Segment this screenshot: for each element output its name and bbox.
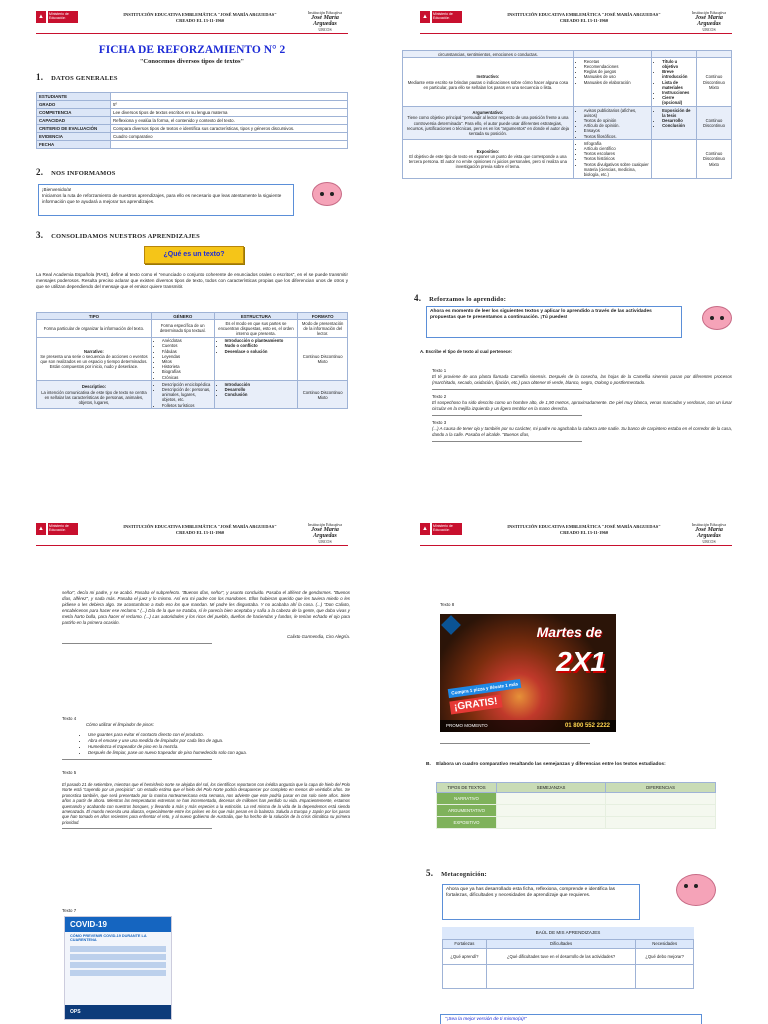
list-item: • Manuales de elaboración <box>584 80 649 85</box>
list-item: • Recomendaciones <box>584 64 649 69</box>
list-item: • Leyendas <box>162 354 212 359</box>
learning-chest-title: BAÚL DE MIS APRENDIZAJES <box>442 927 694 939</box>
text-body: (...) A causa de tener ojo y también por su carácter, mi padre no agachaba la cabeza ante nadie. Su banco de carpintero estaba en el corredor de la casa, dando a la calle. Pasaba el alcalde. "Buenos días, <box>432 426 732 437</box>
genre-cell-list <box>576 141 649 177</box>
text-type-cell <box>37 381 152 409</box>
field-label: EVIDENCIA <box>37 133 111 141</box>
text-7-label: Texto 7 <box>62 908 77 913</box>
text-type-cell <box>403 51 574 58</box>
table-row <box>403 58 732 107</box>
list-item: • Descripción enciclopédica <box>162 382 212 387</box>
text-definition: La Real Academia Española (RAE), define al texto como el "enunciado o conjunto coherente de enunciados orales o escritos", en el se puede transmitir mensajes poderosos. Resulta preciso aclarar que existen diversos tipos de texto, todos con características propias que los diferencian unos de otros y que se utilizan dependiendo del mensaje que el emisor quiere transmitir. <box>36 272 348 290</box>
text-4-steps <box>62 732 350 756</box>
section-heading: 2. NOS INFORMAMOS <box>36 167 116 177</box>
format-cell: Continuo Discontinuo Mixto <box>298 381 348 409</box>
page-header <box>0 0 384 36</box>
column-definition: Forma específica de un determinado tipo textual. <box>151 320 214 338</box>
page-2 <box>384 0 768 512</box>
text-5 <box>62 770 350 833</box>
text-type-description: Mediante este escrito se brindan pautas o indicaciones sobre cómo hacer alguna cosa en particular, para ello se señalan los pasos en una secuencia o lista. <box>407 79 569 90</box>
text-type-description: La intención comunicativa de este tipo de texto se centra en señalar las características de personas, animales, objetos, lugares, <box>41 389 147 405</box>
text-type-cell <box>403 58 574 107</box>
structure-cell-list <box>217 382 296 398</box>
differences-cell[interactable] <box>606 793 716 805</box>
list-item: • Nudo o conflicto <box>225 343 296 348</box>
column-header: ESTRUCTURA <box>214 313 298 320</box>
format-cell: Continuo Discontinuo Mixto <box>696 140 731 178</box>
list-item: • Breve introducción <box>662 69 694 79</box>
list-item: • Ensayos <box>584 128 649 133</box>
text-type-name: Descriptivo: <box>81 384 107 390</box>
text-type-name: Instructivo: <box>476 74 500 80</box>
ministry-logo: ▲ Ministerio de Educación <box>36 10 80 24</box>
text-label: Texto 1 <box>432 368 447 373</box>
ministry-logo: ▲ Ministerio de Educación <box>420 10 464 24</box>
header-divider <box>36 33 348 34</box>
column-header: Fortalezas <box>443 940 487 949</box>
text-type-name: Argumentativo: <box>472 110 504 116</box>
instruction-a: A. Escribe el tipo de texto al cual pertenece: <box>420 349 512 354</box>
worksheet-subtitle: "Conocemos diversos tipos de textos" <box>139 58 245 65</box>
text-body: El sospechoso ha sido descrito como un hombre alto, de 1,90 metros, aproximadamente. De piel muy blanca, venas marcadas y verdosas, con un lunar circular en la mejilla izquierda y un ligero temblor en la mano derecha. <box>432 400 732 411</box>
column-header: TIPO <box>37 313 152 320</box>
answer-line <box>62 759 212 760</box>
table-row <box>37 109 348 117</box>
genre-cell <box>573 140 651 178</box>
list-item: • Textos escolares <box>584 151 649 156</box>
table-row <box>37 93 348 101</box>
text-type-description: Tiene como objetivo principal "persuadir al lector respecto de una posición frente a una controversia determinada". Para ello, el autor puede usar diferentes estrategias, recursos, justificaciones o técnicas, pero es en los "argumentos" en donde el autor deja sentada su posición. <box>406 115 569 136</box>
reading-texts <box>432 368 732 446</box>
similarities-cell[interactable] <box>497 793 606 805</box>
text-types-table <box>36 312 348 409</box>
page-header <box>384 0 768 36</box>
table-row <box>37 101 348 109</box>
field-value: Compara diversos tipos de textos e identifica sus características, tipos y géneros discursivos. <box>111 125 348 133</box>
page-header <box>0 512 384 548</box>
list-item: • Textos divulgativos sobre cualquier materia (ciencias, medicina, biología, etc.) <box>584 162 649 178</box>
differences-cell[interactable] <box>606 817 716 829</box>
differences-cell[interactable] <box>606 805 716 817</box>
welcome-box <box>38 184 294 216</box>
text-types-table-continued <box>402 50 732 179</box>
school-name: INSTITUCIÓN EDUCATIVA EMBLEMÁTICA "JOSÉ MARÍA ARGUEDAS" CREADO EL 13-11-1960 <box>123 524 277 535</box>
table-row <box>37 320 348 338</box>
welcome-title: ¡Bienvenido/a! <box>42 187 72 192</box>
similarities-cell[interactable] <box>497 805 606 817</box>
text-type-description: circunstancias, sentimientos, emociones o conductas. <box>437 51 538 57</box>
instruction-step: • Después de limpiar, pase un nuevo trapeador de piso humedecido solo con agua. <box>88 750 350 756</box>
genre-cell <box>151 381 214 409</box>
format-cell: Continuo Discontinuo Mixto <box>298 337 348 381</box>
section-heading: 4. Reforzamos lo aprendido: <box>414 293 507 303</box>
brain-glasses-icon <box>676 874 716 906</box>
row-label: NARRATIVO <box>437 793 497 805</box>
ad-phone: 01 800 552 2222 <box>564 723 610 729</box>
table-row <box>37 125 348 133</box>
learning-chest-table <box>442 939 694 989</box>
reflection-question: ¿Qué debo mejorar? <box>636 949 694 965</box>
structure-cell-list <box>654 108 694 129</box>
table-row <box>37 337 348 381</box>
table-row <box>403 140 732 178</box>
ad-tag: PROMO MOMENTO <box>446 723 488 728</box>
text-8-label: Texto 8 <box>440 602 455 607</box>
school-name: INSTITUCIÓN EDUCATIVA EMBLEMÁTICA "JOSÉ MARÍA ARGUEDAS" CREADO EL 13-11-1960 <box>123 12 277 23</box>
list-item: • Reglas de juegos <box>584 69 649 74</box>
list-item: • Textos filosóficos. <box>584 134 649 139</box>
metacognition-box: Ahora que ya has desarrollado esta ficha, reflexiona, comprende e identifica las fortalezas, dificultades y necesidades de aprendizaje que requieres. <box>442 884 640 920</box>
section-heading: 5. Metacognición: <box>426 868 487 878</box>
school-name: INSTITUCIÓN EDUCATIVA EMBLEMÁTICA "JOSÉ MARÍA ARGUEDAS" CREADO EL 13-11-1960 <box>507 12 661 23</box>
text-5-label: Texto 5 <box>62 770 77 775</box>
field-value: Cuadro comparativo <box>111 133 348 141</box>
ministry-logo: ▲ Ministerio de Educación <box>36 522 80 536</box>
list-item: • Biografías <box>162 369 212 374</box>
table-row <box>37 381 348 409</box>
field-label: CAPACIDAD <box>37 117 111 125</box>
list-item: • Artículo científico <box>584 146 649 151</box>
school-name: INSTITUCIÓN EDUCATIVA EMBLEMÁTICA "JOSÉ MARÍA ARGUEDAS" CREADO EL 13-11-1960 <box>507 524 661 535</box>
school-motto: Institución Educativa José María Arguedas URCOS <box>691 10 727 32</box>
answer-line <box>440 743 590 744</box>
ad-offer: 2X1 <box>556 646 606 677</box>
row-label: EXPOSITIVO <box>437 817 497 829</box>
covid-subtitle: CÓMO PREVENIR COVID-19 DURANTE LA CUARENTENA <box>70 934 147 942</box>
column-header: TIPOS DE TEXTOS <box>437 783 497 793</box>
brain-reading-icon <box>702 306 732 330</box>
page-header <box>384 512 768 548</box>
list-item: • Introducción <box>225 382 296 387</box>
list-item: • Introducción o planteamiento <box>225 338 296 343</box>
list-item: • Folletos turísticos <box>162 403 212 408</box>
column-definition: Modo de presentación de la información del lector. <box>298 320 348 338</box>
table-row <box>437 793 716 805</box>
text-type-description: Se presenta una serie o secuencia de acciones o eventos que son realizados en un espacio y tiempo determinados. Están compuestos por inicio, nudo y desenlace. <box>40 353 148 370</box>
page-1 <box>0 0 384 512</box>
field-label: FECHA <box>37 141 111 149</box>
list-item: • Avisos publicitarios (afiches, avisos) <box>584 108 649 118</box>
structure-cell <box>214 337 298 381</box>
text-4 <box>62 716 350 764</box>
table-row <box>403 107 732 140</box>
genre-cell-list <box>154 382 212 408</box>
column-header: Necesidades <box>636 940 694 949</box>
structure-cell <box>214 381 298 409</box>
genre-cell <box>573 107 651 140</box>
text-label: Texto 2 <box>432 394 447 399</box>
column-header: SEMEJANZAS <box>497 783 606 793</box>
page-4 <box>384 512 768 1024</box>
instruction-b: B. Elabora un cuadro comparativo resaltando las semejanzas y diferencias entre los textos estudiados: <box>426 762 666 767</box>
school-motto: Institución Educativa José María Arguedas URCOS <box>691 522 727 544</box>
general-data-table <box>36 92 348 149</box>
table-row <box>437 817 716 829</box>
reinforce-intro-box: Ahora es momento de leer los siguientes textos y aplicar lo aprendido a través de las actividades propuestas que te presentamos a continuación. ¡Tú puedes! <box>426 306 682 338</box>
table-row <box>403 51 732 58</box>
pizza-ad-image <box>440 614 616 732</box>
header-divider <box>420 545 732 546</box>
field-value: Lee diversos tipos de textos escritos en su lengua materna <box>111 109 348 117</box>
school-motto: Institución Educativa José María Arguedas URCOS <box>307 10 343 32</box>
column-definition: Es el modo en que sus partes se encuentran dispuestas, esto es, el orden interno que presenta. <box>214 320 298 338</box>
list-item: • Conclusión <box>662 123 694 128</box>
text-label: Texto 3 <box>432 420 447 425</box>
field-label: COMPETENCIA <box>37 109 111 117</box>
covid-infographic <box>64 916 172 1020</box>
list-item: • Cierre (opcional) <box>662 95 694 105</box>
text-5-body: El pasado 21 de setiembre, mientras que el hemisferio norte se alejaba del sol, los científicos reportaron con inédita angustia que la capa de hielo del Polo Norte está "cayendo por un precipicio". Un estudio estima que el hielo del Polo Norte podría desaparecer por completo en menos de veintidós años. Se pronostica también, que será presentado por la marina norteamericana esta semana, nos advierte que este podría pasar en tan solo siete años. Siete años a partir de ahora. Mientras las temperaturas extremas se han incrementado, decenas de millones han perdido su vida. Impacientemente, estamos quemando y acabando con nuestros bosques, y llevando a más y más especies a la extinción. La red misma de la vida de la dependemos está siendo amenazada. El mundo necesita una alianza, especialmente entre los países en los que más pesan en la balanza. Saluda a Europa y Japón por los pasos que han tomado en años recientes para enfrentar el reto, y al nuevo gobierno de Australia, que ha hecho de la solución de la crisis climática su primera prioridad. <box>62 782 350 825</box>
text-type-name: Narrativo: <box>84 348 104 354</box>
answer-line <box>432 415 582 416</box>
list-item: • Anécdotas <box>162 338 212 343</box>
text-type-cell <box>37 337 152 381</box>
answer-cell[interactable] <box>486 965 636 989</box>
column-header: FORMATO <box>298 313 348 320</box>
answer-line <box>62 643 212 644</box>
list-item: • Descripción de: personas, animales, lugares, objetos, etc. <box>162 387 212 403</box>
ad-free-label: ¡GRATIS! <box>449 694 502 714</box>
structure-cell <box>652 140 697 178</box>
column-definition: Forma particular de organizar la información del texto. <box>37 320 152 338</box>
format-cell: Continuo Discontinuo Mixto <box>696 58 731 107</box>
field-value: 5º <box>111 101 348 109</box>
list-item: • Lista de materiales <box>662 80 694 90</box>
reflection-question: ¿Qué aprendí? <box>443 949 487 965</box>
field-value: Reflexiona y evalúa la forma, el contenido y contexto del texto. <box>111 117 348 125</box>
ad-footer <box>440 720 616 732</box>
motivation-banner: "¡Sea la mejor versión de ti mismo(a)!" <box>440 1014 702 1024</box>
structure-cell <box>652 51 697 58</box>
text-4-intro: Cómo utilizar el limpiador de pisos: <box>86 722 155 727</box>
header-divider <box>36 545 348 546</box>
answer-line <box>432 389 582 390</box>
list-item: • Textos de opinión <box>584 118 649 123</box>
text-type-cell <box>403 107 574 140</box>
instruction-step: • Use guantes para evitar el contacto directo con el producto. <box>88 732 350 738</box>
page-3 <box>0 512 384 1024</box>
text-3-continued: señor", decía mi padre, y se acabó. Pasaba el subprefecto. "Buenos días, señor", y asunto concluido. Pasaba el alférez de gendarmes. "Buenos días, alférez", y nada más. Pasaba el juez y lo mismo. Así era mi padre con los mandones. Ellos hubieran querido que les tuviera miedo o les pidiese o les debiera algo. Se acostumbran a todo eso los que mandan. Mi padre les disgustaba. Y no acababa ahí la cosa. (...) "Don Calixto, encabécenos para hacer ese reclamo." (...) Día de la que se trataba, sí le parecía bien aceptaba y salía a la cabeza de la gente, que daba vivas y metía harto bulla, para hacer el reclamo. (...) Las autoridades y los ricos del pueblo, dueños de haciendas y fundos, le tenían echado el ojo para partirlo en la primera ocasión. Calixto Garmendia, Ciro Alegría. <box>62 590 350 648</box>
answer-line <box>432 441 582 442</box>
covid-org: OPS <box>65 1005 171 1019</box>
list-item: • Desarrollo <box>225 387 296 392</box>
instruction-step: • Abra el envase y use una medida de limpiador por cada litro de agua. <box>88 738 350 744</box>
format-cell: Continuo Discontinuo <box>696 107 731 140</box>
column-header: GÉNERO <box>151 313 214 320</box>
field-label: CRITERIO DE EVALUACIÓN <box>37 125 111 133</box>
list-item: • Exposición de la tesis <box>662 108 694 118</box>
list-item: • Mitos <box>162 359 212 364</box>
list-item: • Crónicas <box>162 375 212 380</box>
list-item: • Textos históricos <box>584 156 649 161</box>
table-row <box>437 805 716 817</box>
list-item: • Instrucciones <box>662 90 694 95</box>
field-label: GRADO <box>37 101 111 109</box>
genre-cell-list <box>576 108 649 139</box>
section-heading: 1. DATOS GENERALES <box>36 72 118 82</box>
ad-title: Martes de <box>536 624 602 640</box>
brain-mascot-icon <box>312 182 342 206</box>
row-label: ARGUMENTATIVO <box>437 805 497 817</box>
structure-cell-list <box>654 59 694 106</box>
similarities-cell[interactable] <box>497 817 606 829</box>
genre-cell <box>573 51 651 58</box>
ad-buy-label: Compra 1 pizza y llévate 1 más <box>448 679 522 698</box>
table-row <box>37 133 348 141</box>
genre-cell <box>151 337 214 381</box>
comparison-table <box>436 782 716 829</box>
text-4-label: Texto 4 <box>62 716 77 721</box>
text-type-description: El objetivo de este tipo de texto es exponer un punto de vista que corresponde a una tercera persona. El autor no emite opiniones ni juicios personales, pero sí realiza una investigación previa sobre el tema. <box>408 153 567 170</box>
question-banner: ¿Qué es un texto? <box>144 246 244 264</box>
text-3-author: Calixto Garmendia, Ciro Alegría. <box>286 634 350 639</box>
list-item: • Desenlace o solución <box>225 349 296 354</box>
list-item: • Infografía <box>584 141 649 146</box>
pizza-logo-icon <box>441 615 461 635</box>
answer-line <box>62 828 212 829</box>
list-item: • Artículo de opinión. <box>584 123 649 128</box>
welcome-text: Iniciamos la ruta de reforzamiento de nuestros aprendizajes, para ello es necesario que leas atentamente la siguiente información que te ayudará a mejorar tus aprendizajes. <box>42 193 282 204</box>
list-item: • Desarrollo <box>662 118 694 123</box>
list-item: • Cuentos <box>162 343 212 348</box>
genre-cell-list <box>154 338 212 380</box>
covid-title: COVID-19 <box>65 917 171 932</box>
ministry-logo: ▲ Ministerio de Educación <box>420 522 464 536</box>
worksheet-title: FICHA DE REFORZAMIENTO N° 2 <box>98 44 286 56</box>
genre-cell <box>573 58 651 107</box>
list-item: • Manuales de uso <box>584 74 649 79</box>
text-type-name: Expositivo: <box>476 148 500 154</box>
list-item: • Recetas <box>584 59 649 64</box>
school-motto: Institución Educativa José María Arguedas URCOS <box>307 522 343 544</box>
text-type-cell <box>403 140 574 178</box>
text-body: El té proviene de una planta llamada Camellia sinensis. Después de la cosecha, las hojas de la Camellia sinensis pasan por diferentes procesos (marchitado, secado, oxidación, fijación, etc.) para obtener té verde, blanco, negro, Oolong o postfermentado. <box>432 374 732 385</box>
table-row <box>37 141 348 149</box>
genre-cell-list <box>576 59 649 85</box>
header-divider <box>420 33 732 34</box>
structure-cell <box>652 107 697 140</box>
structure-cell-list <box>217 338 296 354</box>
field-label: ESTUDIANTE <box>37 93 111 101</box>
format-cell <box>696 51 731 58</box>
column-header: DIFERENCIAS <box>606 783 716 793</box>
column-header: Dificultades <box>486 940 636 949</box>
table-row <box>37 117 348 125</box>
list-item: • Fábulas <box>162 349 212 354</box>
list-item: • Historieta <box>162 364 212 369</box>
field-value <box>111 93 348 101</box>
answer-cell[interactable] <box>636 965 694 989</box>
instruction-step: • Humedezca el trapeador de piso en la mezcla. <box>88 744 350 750</box>
section-heading: 3. CONSOLIDAMOS NUESTROS APRENDIZAJES <box>36 230 200 240</box>
answer-cell[interactable] <box>443 965 487 989</box>
list-item: • Título u objetivo <box>662 59 694 69</box>
structure-cell <box>652 58 697 107</box>
field-value <box>111 141 348 149</box>
list-item: • Conclusión <box>225 392 296 397</box>
reflection-question: ¿Qué dificultades tuve en el desarrollo de las actividades? <box>486 949 636 965</box>
